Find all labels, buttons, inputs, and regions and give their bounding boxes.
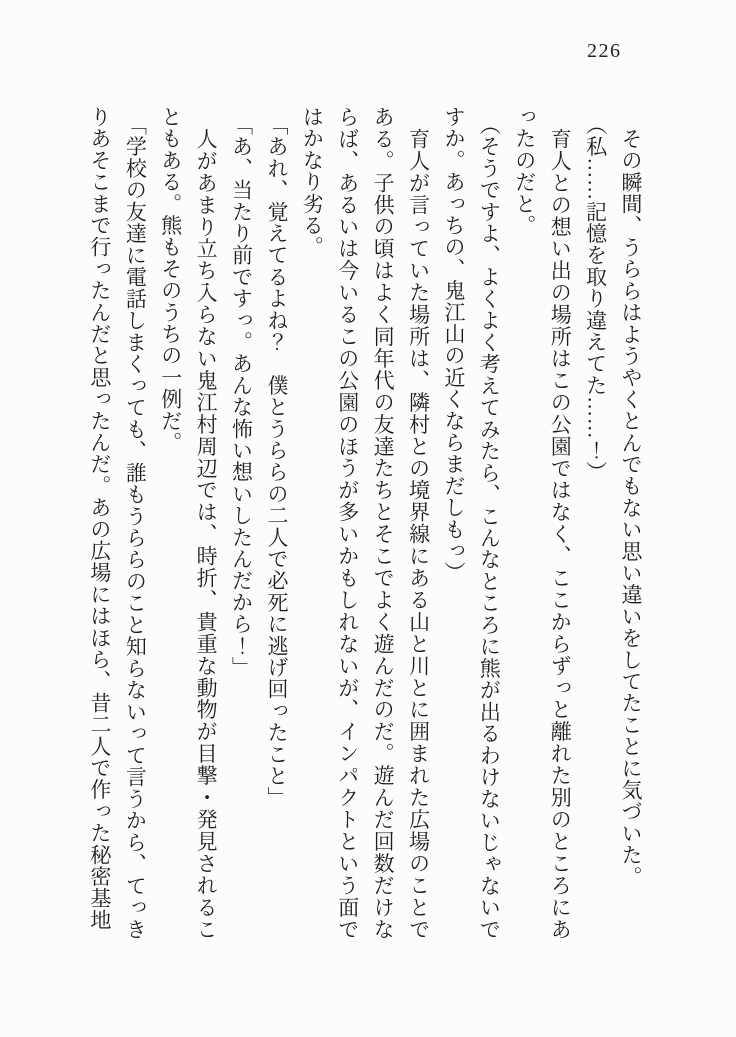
paragraph-dialogue-1: 「あれ、覚えてるよね？ 僕とうららの二人で必死に逃げ回ったこと」 [264, 114, 289, 809]
paragraph-narration-2: 育人との想い出の場所はこの公園ではなく、ここからずっと離れた別のところにあったのだと。 [512, 106, 573, 940]
paragraph-thought-2: （そうですよ、よくよく考えてみたら、こんなところに熊が出るわけないじゃないですか。あっちの、鬼江山の近くならまだしもっ） [441, 106, 502, 940]
paragraph-narration-4: 人があまり立ち入らない鬼江村周辺では、時折、貴重な動物が目撃・発見されることもある。熊もそのうちの一例だ。 [158, 106, 219, 940]
paragraph-thought-1: （私……記憶を取り違えてた……！） [583, 114, 608, 483]
paragraph-narration-3: 育人が言っていた場所は、隣村との境界線にある山と川とに囲まれた広場のことである。子供の頃はよく同年代の友達たちとそこでよく遊んだのだ。遊んだ回数だけならば、あるいは今いるこの公園のほうが多いかもしれないが、インパクトという面ではかなり劣る。 [300, 106, 431, 940]
paragraph-dialogue-3: 「学校の友達に電話しまくっても、誰もうららのこと知らないって言うから、てっきりあそこまで行ったんだと思ったんだ。あの広場にはほら、昔二人で作った秘密基地 [87, 106, 148, 940]
page-number: 226 [587, 40, 622, 62]
paragraph-narration-1: その瞬間、うららはようやくとんでもない思い違いをしてたことに気づいた。 [619, 128, 643, 888]
paragraph-dialogue-2: 「あ、当たり前ですっ。あんな怖い想いしたんだから！」 [229, 114, 254, 679]
text-block [82, 106, 648, 940]
